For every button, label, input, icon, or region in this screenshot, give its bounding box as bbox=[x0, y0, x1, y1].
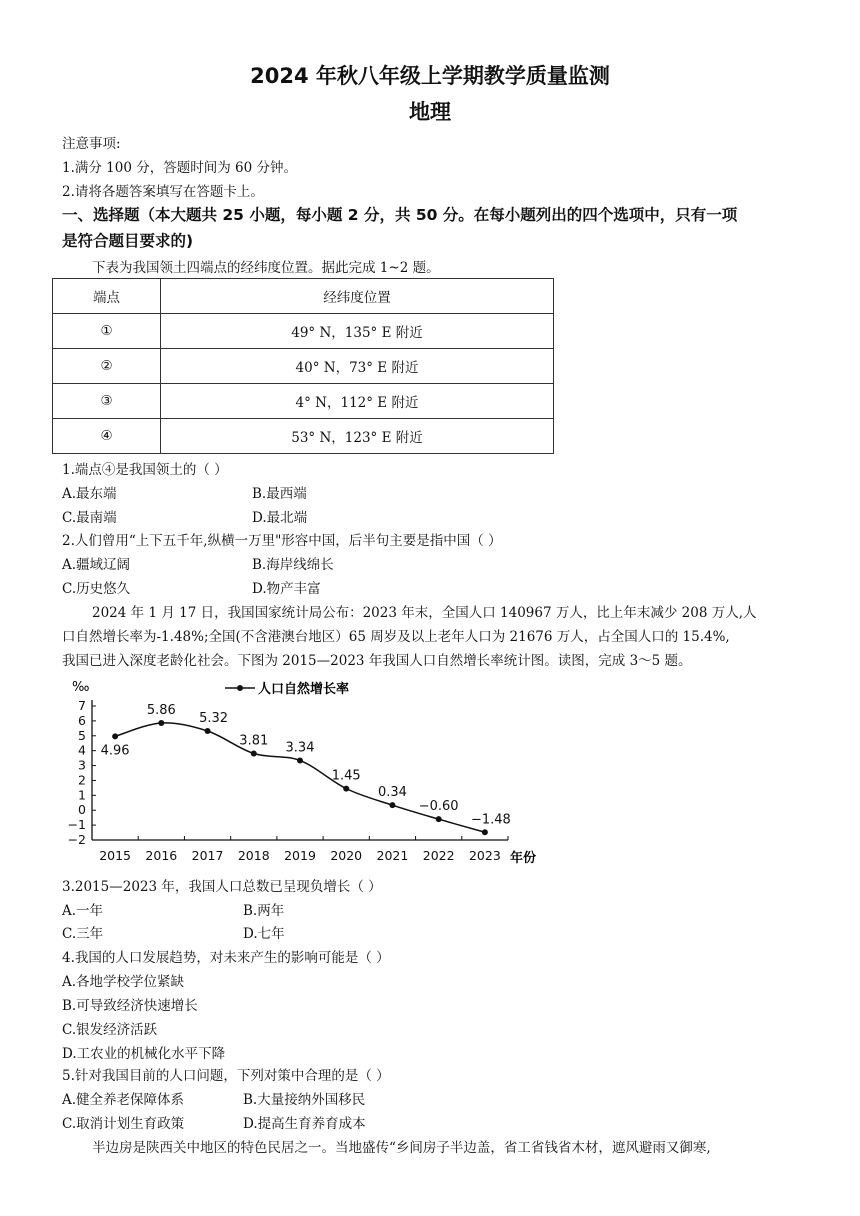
data-point bbox=[343, 786, 349, 792]
table-cell: 49° N，135° E 附近 bbox=[161, 314, 554, 349]
data-label: 5.86 bbox=[146, 702, 176, 718]
x-tick-label: 2022 bbox=[422, 848, 455, 863]
plot-area bbox=[68, 698, 511, 863]
y-tick-label: 5 bbox=[78, 727, 86, 743]
y-tick-label: −1 bbox=[67, 817, 86, 833]
data-point bbox=[297, 757, 303, 763]
option: D.七年 bbox=[243, 926, 285, 942]
question-stem: 3.2015—2023 年，我国人口总数已呈现负增长（ ） bbox=[62, 879, 382, 895]
option: B.可导致经济快速增长 bbox=[62, 998, 198, 1014]
option: A.各地学校学位紧缺 bbox=[62, 974, 185, 990]
data-label: 4.96 bbox=[100, 743, 130, 759]
table-header-row bbox=[53, 279, 554, 314]
table-row bbox=[53, 384, 554, 419]
passage-line: 半边房是陕西关中地区的特色民居之一。当地盛传“乡间房子半边盖，省工省钱省木材，遮风避雨又御寒, bbox=[92, 1140, 711, 1156]
table-cell: ① bbox=[53, 314, 161, 349]
question-stem: 2.人们曾用“上下五千年,纵横一万里"形容中国，后半句主要是指中国（ ） bbox=[62, 533, 502, 549]
section-heading: 一、选择题（本大题共 25 小题，每小题 2 分，共 50 分。在每小题列出的四个选项中，只有一项 bbox=[62, 206, 738, 224]
table-row bbox=[53, 314, 554, 349]
column-header: 端点 bbox=[53, 279, 161, 314]
table-cell: 53° N，123° E 附近 bbox=[161, 419, 554, 454]
table-cell: ② bbox=[53, 349, 161, 384]
passage-line: 2024 年 1 月 17 日，我国国家统计局公布：2023 年末，全国人口 140967 万人，比上年末减少 208 万人,人 bbox=[92, 605, 757, 621]
table-cell: ④ bbox=[53, 419, 161, 454]
data-label: 3.34 bbox=[285, 740, 315, 756]
data-point bbox=[112, 733, 118, 739]
extreme-points-table bbox=[52, 278, 554, 454]
option: C.三年 bbox=[62, 926, 104, 942]
notice-item: 1.满分 100 分，答题时间为 60 分钟。 bbox=[62, 160, 297, 176]
question-stem: 1.端点④是我国领土的（ ） bbox=[62, 462, 228, 478]
table-row bbox=[53, 419, 554, 454]
question-stem: 4.我国的人口发展趋势，对未来产生的影响可能是（ ） bbox=[62, 950, 390, 966]
data-point bbox=[205, 728, 211, 734]
option: C.银发经济活跃 bbox=[62, 1022, 158, 1038]
table-cell: 4° N，112° E 附近 bbox=[161, 384, 554, 419]
data-label: 0.34 bbox=[377, 785, 407, 801]
page-title: 2024 年秋八年级上学期教学质量监测 bbox=[250, 64, 610, 88]
option: B.大量接纳外国移民 bbox=[243, 1092, 366, 1108]
y-tick-label: 1 bbox=[78, 787, 86, 803]
y-tick-label: 4 bbox=[78, 742, 86, 758]
x-tick-label: 2019 bbox=[284, 848, 316, 863]
option: C.取消计划生育政策 bbox=[62, 1116, 185, 1132]
x-tick-label: 2017 bbox=[191, 848, 224, 863]
x-tick-label: 2020 bbox=[330, 848, 363, 863]
data-label: 5.32 bbox=[199, 711, 229, 727]
option: D.最北端 bbox=[252, 510, 308, 526]
data-label: −0.60 bbox=[418, 799, 459, 815]
y-tick-label: 7 bbox=[78, 698, 86, 713]
notice-heading: 注意事项: bbox=[62, 136, 121, 152]
subject-title: 地理 bbox=[409, 100, 451, 124]
table-cell: 40° N，73° E 附近 bbox=[161, 349, 554, 384]
question-stem: 5.针对我国目前的人口问题，下列对策中合理的是（ ） bbox=[62, 1068, 390, 1084]
data-label: 3.81 bbox=[239, 733, 269, 749]
x-tick-label: 2018 bbox=[237, 848, 270, 863]
column-header: 经纬度位置 bbox=[161, 279, 554, 314]
section-heading-cont: 是符合题目要求的) bbox=[62, 232, 194, 250]
growth-rate-chart bbox=[60, 674, 560, 870]
x-tick-label: 2021 bbox=[376, 848, 409, 863]
option: C.最南端 bbox=[62, 510, 117, 526]
legend-label: 人口自然增长率 bbox=[258, 682, 350, 697]
legend-marker bbox=[237, 685, 243, 691]
table-intro: 下表为我国领土四端点的经纬度位置。据此完成 1~2 题。 bbox=[92, 260, 440, 276]
option: A.健全养老保障体系 bbox=[62, 1092, 185, 1108]
option: C.历史悠久 bbox=[62, 581, 131, 597]
data-label: 1.45 bbox=[331, 768, 361, 784]
x-tick-label: 2015 bbox=[99, 848, 132, 863]
y-tick-label: 0 bbox=[78, 802, 86, 818]
table-cell: ③ bbox=[53, 384, 161, 419]
y-tick-label: 2 bbox=[78, 772, 86, 788]
table-row bbox=[53, 349, 554, 384]
option: B.最西端 bbox=[252, 486, 307, 502]
option: A.最东端 bbox=[62, 486, 117, 502]
x-tick-label: 2023 bbox=[468, 848, 501, 863]
option: D.物产丰富 bbox=[252, 581, 321, 597]
option: D.提高生育养育成本 bbox=[243, 1116, 366, 1132]
option: B.两年 bbox=[243, 903, 285, 919]
data-point bbox=[436, 816, 442, 822]
x-tick-label: 2016 bbox=[145, 848, 178, 863]
option: A.一年 bbox=[62, 903, 104, 919]
passage-line: 我国已进入深度老龄化社会。下图为 2015—2023 年我国人口自然增长率统计图。读图，完成 3～5 题。 bbox=[62, 653, 692, 669]
option: D.工农业的机械化水平下降 bbox=[62, 1046, 226, 1062]
y-tick-label: 6 bbox=[78, 712, 86, 728]
passage-line: 口自然增长率为-1.48%;全国(不含港澳台地区）65 周岁及以上老年人口为 21676 万人，占全国人口的 15.4%, bbox=[62, 629, 730, 645]
data-point bbox=[389, 802, 395, 808]
y-tick-label: 3 bbox=[78, 757, 86, 773]
option: A.疆域辽阔 bbox=[62, 557, 131, 573]
y-unit-label: ‰ bbox=[72, 680, 90, 695]
x-axis-title: 年份 bbox=[510, 851, 537, 866]
notice-item: 2.请将各题答案填写在答题卡上。 bbox=[62, 184, 264, 200]
data-point bbox=[251, 750, 257, 756]
data-point bbox=[158, 720, 164, 726]
data-point bbox=[482, 829, 488, 835]
option: B.海岸线绵长 bbox=[252, 557, 334, 573]
series-line bbox=[115, 723, 485, 832]
y-tick-label: −2 bbox=[67, 832, 86, 847]
data-label: −1.48 bbox=[470, 812, 511, 828]
